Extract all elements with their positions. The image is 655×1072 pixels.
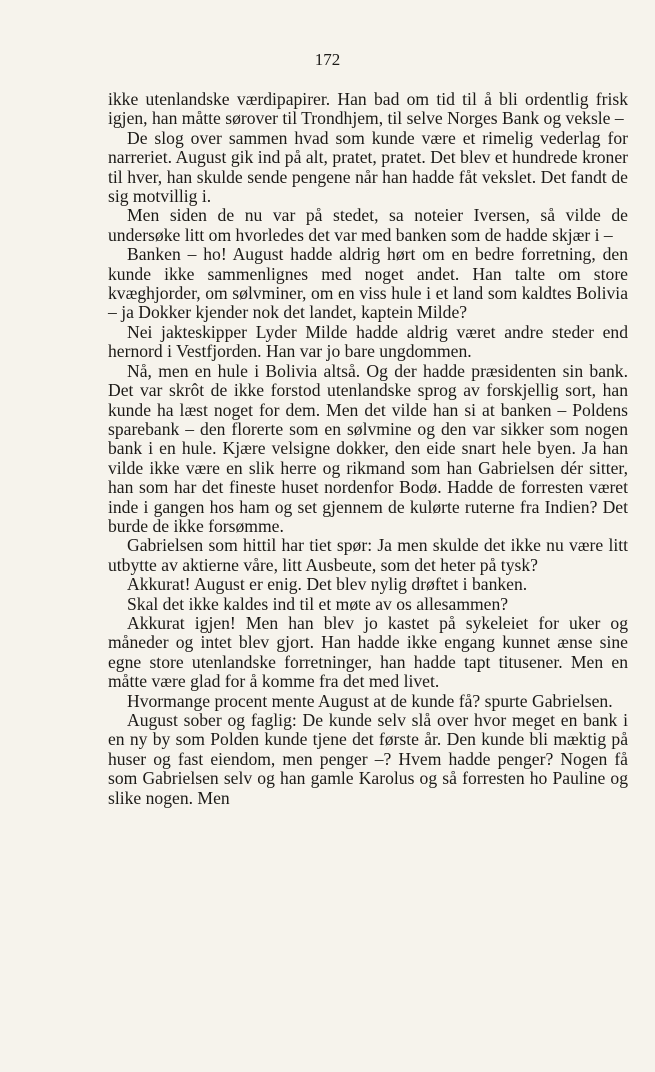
paragraph-5: Nei jakteskipper Lyder Milde hadde aldrig været andre steder end hernord i Vestfjorden. Han var jo bare ungdommen. <box>108 321 628 362</box>
paragraph-2: De slog over sammen hvad som kunde være et rimelig vederlag for narreriet. August gik ind på alt, pratet, pratet. Det blev et hundrede kroner til hver, han skulde sende pengene når han hadde fåt vekslet. Det fandt de sig motvillig i. <box>108 127 628 207</box>
paragraph-10: Akkurat igjen! Men han blev jo kastet på sykeleiet for uker og måneder og intet blev gjort. Han hadde ikke engang kunnet ænse sine egne store utenlandske forretninger, han hadde tapt titusener. Men en måtte være glad for å komme fra det med livet. <box>108 612 628 692</box>
paragraph-6: Nå, men en hule i Bolivia altså. Og der hadde præsidenten sin bank. Det var skrôt de ikke forstod utenlandske sprog av forskjellig sort, han kunde ha læst noget for dem. Men det vilde han si at banken – Poldens sparebank – den florerte som en sølvmine og den var sikker som nogen bank i en hule. Kjære velsigne dokker, den eide snart hele byen. Ja han vilde ikke være en slik herre og rikmand som han Gabrielsen dér sitter, han som har det fineste huset nordenfor Bodø. Hadde de forresten været inde i gangen hos ham og set gjennem de kulørte ruterne fra Indien? Det burde de ikke forsømme. <box>108 360 628 536</box>
paragraph-7: Gabrielsen som hittil har tiet spør: Ja men skulde det ikke nu være litt utbytte av aktierne våre, litt Ausbeute, som det heter på tysk? <box>108 535 628 575</box>
body-text <box>108 90 628 808</box>
page-number: 172 <box>314 50 341 69</box>
paragraph-12: August sober og faglig: De kunde selv slå over hvor meget en bank i en ny by som Polden kunde tjene det første år. Den kunde bli mæktig på huser og fast eiendom, men penger –? Hvem hadde penger? Nogen få som Gabrielsen selv og han gamle Karolus og så forresten ho Pauline og slike nogen. Men <box>108 710 628 808</box>
paragraph-11: Hvormange procent mente August at de kunde få? spurte Gabrielsen. <box>127 690 613 711</box>
paragraph-3: Men siden de nu var på stedet, sa noteier Iversen, så vilde de undersøke litt om hvorledes det var med banken som de hadde skjær i – <box>108 205 628 245</box>
paragraph-8: Akkurat! August er enig. Det blev nylig drøftet i banken. <box>127 574 528 595</box>
paragraph-4: Banken – ho! August hadde aldrig hørt om en bedre forretning, den kunde ikke sammenlignes med noget andet. Han talte om store kvæghjorder, om sølvminer, om en viss hule i et land som kaldtes Bolivia – ja Dokker kjender nok det landet, kaptein Milde? <box>108 244 628 323</box>
paragraph-9: Skal det ikke kaldes ind til et møte av os allesammen? <box>127 593 509 614</box>
paragraph-1: ikke utenlandske værdipapirer. Han bad om tid til å bli ordentlig frisk igjen, han måtte sørover til Trondhjem, til selve Norges Bank og veksle – <box>108 89 628 129</box>
